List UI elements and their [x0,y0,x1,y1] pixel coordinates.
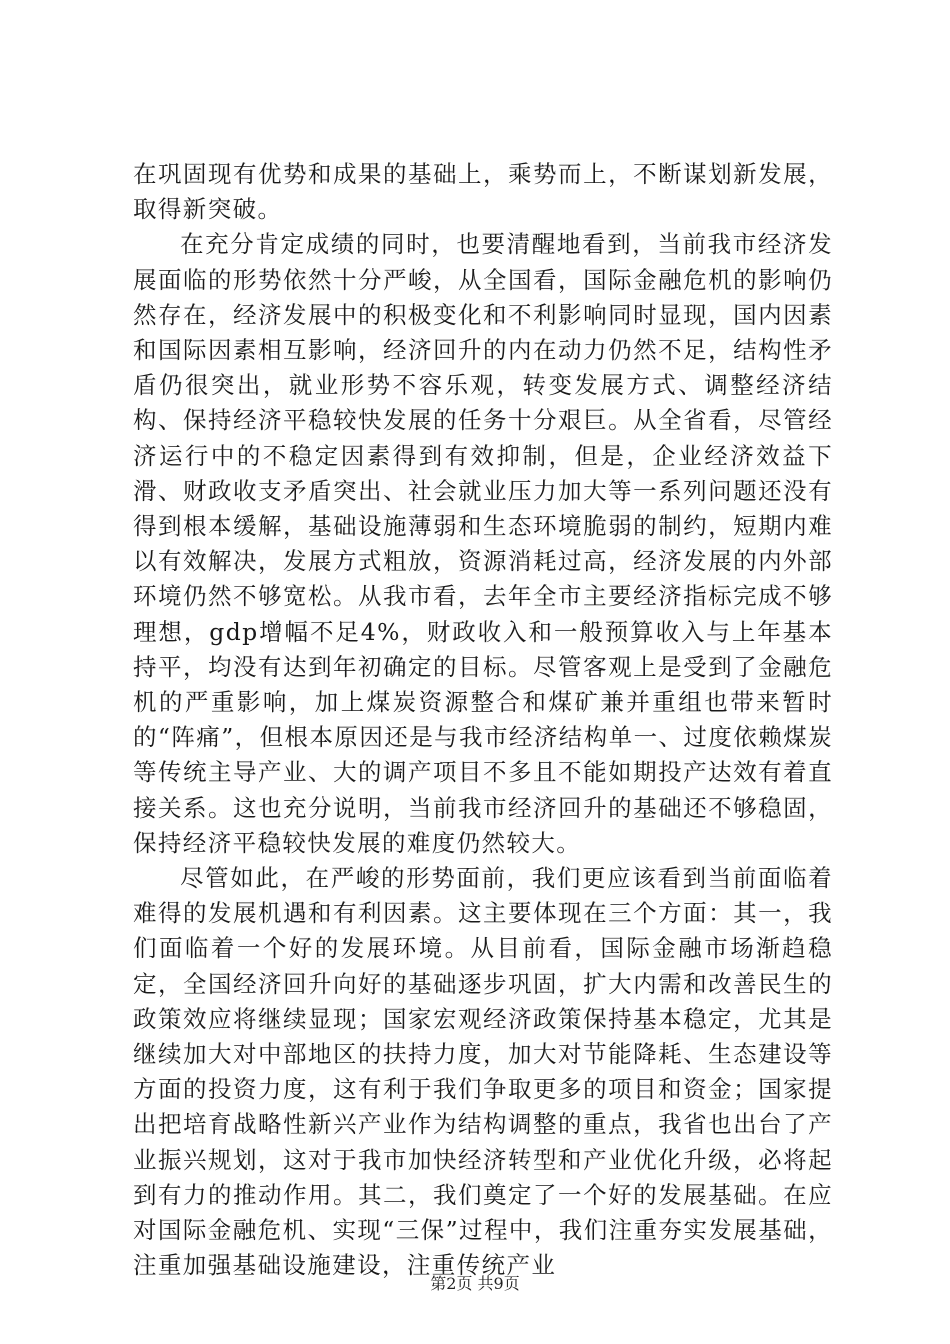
paragraph-opportunities: 尽管如此，在严峻的形势面前，我们更应该看到当前面临着难得的发展机遇和有利因素。这主要体现在三个方面：其一，我们面临着一个好的发展环境。从目前看，国际金融市场渐趋稳定，全国经济回升向好的基础逐步巩固，扩大内需和改善民生的政策效应将继续显现；国家宏观经济政策保持基本稳定，尤其是继续加大对中部地区的扶持力度，加大对节能降耗、生态建设等方面的投资力度，这有利于我们争取更多的项目和资金；国家提出把培育战略性新兴产业作为结构调整的重点，我省也出台了产业振兴规划，这对于我市加快经济转型和产业优化升级，必将起到有力的推动作用。其二，我们奠定了一个好的发展基础。在应对国际金融危机、实现“三保”过程中，我们注重夯实发展基础，注重加强基础设施建设，注重传统产业 [133,864,833,1280]
paragraph-continuation: 在巩固现有优势和成果的基础上，乘势而上，不断谋划新发展，取得新突破。 [133,160,833,224]
page-footer: 第2页 共9页 [430,1274,520,1293]
document-body [133,157,833,1284]
paragraph-challenges: 在充分肯定成绩的同时，也要清醒地看到，当前我市经济发展面临的形势依然十分严峻，从全国看，国际金融危机的影响仍然存在，经济发展中的积极变化和不利影响同时显现，国内因素和国际因素相互影响，经济回升的内在动力仍然不足，结构性矛盾仍很突出，就业形势不容乐观，转变发展方式、调整经济结构、保持经济平稳较快发展的任务十分艰巨。从全省看，尽管经济运行中的不稳定因素得到有效抑制，但是，企业经济效益下滑、财政收支矛盾突出、社会就业压力加大等一系列问题还没有得到根本缓解，基础设施薄弱和生态环境脆弱的制约，短期内难以有效解决，发展方式粗放，资源消耗过高，经济发展的内外部环境仍然不够宽松。从我市看，去年全市主要经济指标完成不够理想，gdp增幅不足4%，财政收入和一般预算收入与上年基本持平，均没有达到年初确定的目标。尽管客观上是受到了金融危机的严重影响，加上煤炭资源整合和煤矿兼并重组也带来暂时的“阵痛”，但根本原因还是与我市经济结构单一、过度依赖煤炭等传统主导产业、大的调产项目不多且不能如期投产达效有着直接关系。这也充分说明，当前我市经济回升的基础还不够稳固，保持经济平稳较快发展的难度仍然较大。 [133,230,833,857]
